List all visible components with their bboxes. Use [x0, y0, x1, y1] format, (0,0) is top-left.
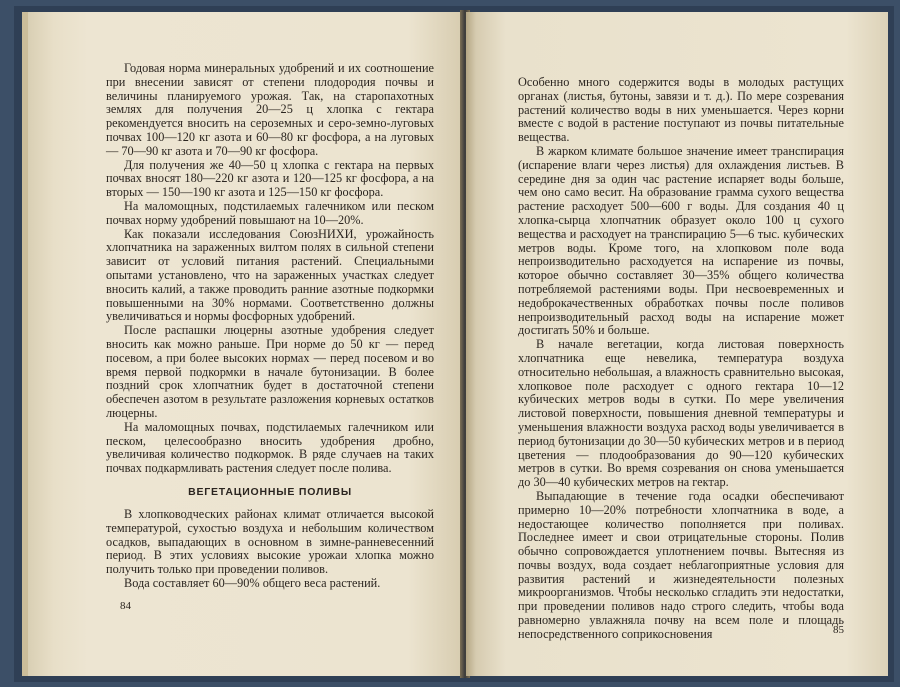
paragraph: Годовая норма минеральных удобрений и их соотношение при внесении зависят от степени плодородия почвы и величины планируемого урожая. Так, на старопахотных землях для получения 20—25 ц хлопка с гектара рекомендуется вносить на сероземных и серо-земно-луговых почвах 100—120 кг азота и 60—80 кг фосфора, а на луговых — 70—90 кг азота и 70—90 кг фосфора.	[106, 61, 434, 158]
section-heading: ВЕГЕТАЦИОННЫЕ ПОЛИВЫ	[188, 485, 352, 498]
right-page	[466, 12, 888, 676]
paragraph: Особенно много содержится воды в молодых растущих органах (листья, бутоны, завязи и т. д.). По мере созревания растений количество воды в них уменьшается. Через корни вместе с водой в растение поступают из почвы питательные вещества.	[518, 75, 844, 145]
page-number: 85	[833, 624, 844, 636]
paragraph: В хлопководческих районах климат отличается высокой температурой, сухостью воздуха и небольшим количеством осадков, выпадающих в основном в зимне-ранневесенний период. В этих условиях высокие урожаи хлопка можно получить только при проведении поливов.	[106, 506, 434, 577]
paragraph: Выпадающие в течение года осадки обеспечивают примерно 10—20% потребности хлопчатника в воде, а недостающее количество пополняется при поливах. Последнее имеет и свои отрицательные стороны. Полив обычно сопровождается уплотнением почвы. Вытесняя из почвы воздух, вода создает неблагоприятные условия для развития растений и жизнедеятельности полезных микроорганизмов. Чтобы несколько сгладить эти недостатки, при проведении поливов надо строго следить, чтобы вода равномерно увлажняла почву на всем поле и площадь непосредственного соприкосновения	[518, 488, 844, 641]
paragraph: В жарком климате большое значение имеет транспирация (испарение влаги через листья) для охлаждения листьев. В середине дня за один час растение испаряет воды больше, чем оно само весит. На образование грамма сухого вещества растение расходует 500—600 г воды. Для создания 40 ц хлопка-сырца хлопчатник образует около 100 ц сухого вещества и расходует на транспирацию 5—6 тыс. кубических метров воды. Кроме того, на хлопковом поле вода непроизводительно расходуется на испарение из почвы, которое обычно составляет 30—35% общего количества потребляемой растениями воды. При несвоевременных и недоброкачественных обработках почвы после поливов непроизводительный расход воды на испарение может достигать 50% и больше.	[518, 143, 844, 338]
paragraph: Как показали исследования СоюзНИХИ, урожайность хлопчатника на зараженных вилтом полях в сильной степени зависит от условий питания растений. Специальными опытами установлено, что на зараженных участках следует вносить калий, а также проводить ранние азотные подкормки повышенными на 30% нормами. Соответственно должны увеличиваться и нормы фосфорных удобрений.	[106, 226, 434, 324]
page-number: 84	[120, 600, 131, 612]
paragraph: После распашки люцерны азотные удобрения следует вносить как можно раньше. При норме до 50 кг — перед посевом, а при более высоких нормах — перед посевом и во время первой подкормки в начале бутонизации. В более поздний срок хлопчатник будет в достаточной степени обеспечен азотом в результате разложения корневых остатков люцерны.	[106, 323, 434, 420]
paragraph: На маломощных, подстилаемых галечником или песком почвах норму удобрений повышают на 10—20%.	[106, 198, 434, 227]
left-page	[22, 12, 464, 676]
paragraph: На маломощных почвах, подстилаемых галечником или песком, целесообразно вносить удобрения дробно, увеличивая количество подкормок. В ряде случаев на таких почвах подкармливать растения следует после полива.	[106, 419, 434, 476]
book-spread	[14, 6, 894, 682]
paragraph: Для получения же 40—50 ц хлопка с гектара на первых почвах вносят 180—220 кг азота и 120—125 кг фосфора, а на вторых — 150—190 кг азота и 125—150 кг фосфора.	[106, 157, 434, 200]
paragraph: В начале вегетации, когда листовая поверхность хлопчатника еще невелика, температура воздуха относительно небольшая, а влажность сравнительно высокая, хлопковое поле расходует с одного гектара 10—12 кубических метров воды в сутки. По мере увеличения листовой поверхности, повышения дневной температуры и уменьшения влажности воздуха расход воды увеличивается в период бутонизации до 30—50 кубических метров и в период цветения — плодообразования до 90—120 кубических метров в сутки. Во время созревания он снова уменьшается до 30—40 кубических метров на гектар.	[518, 337, 844, 490]
paragraph: Вода составляет 60—90% общего веса растений.	[124, 575, 381, 590]
